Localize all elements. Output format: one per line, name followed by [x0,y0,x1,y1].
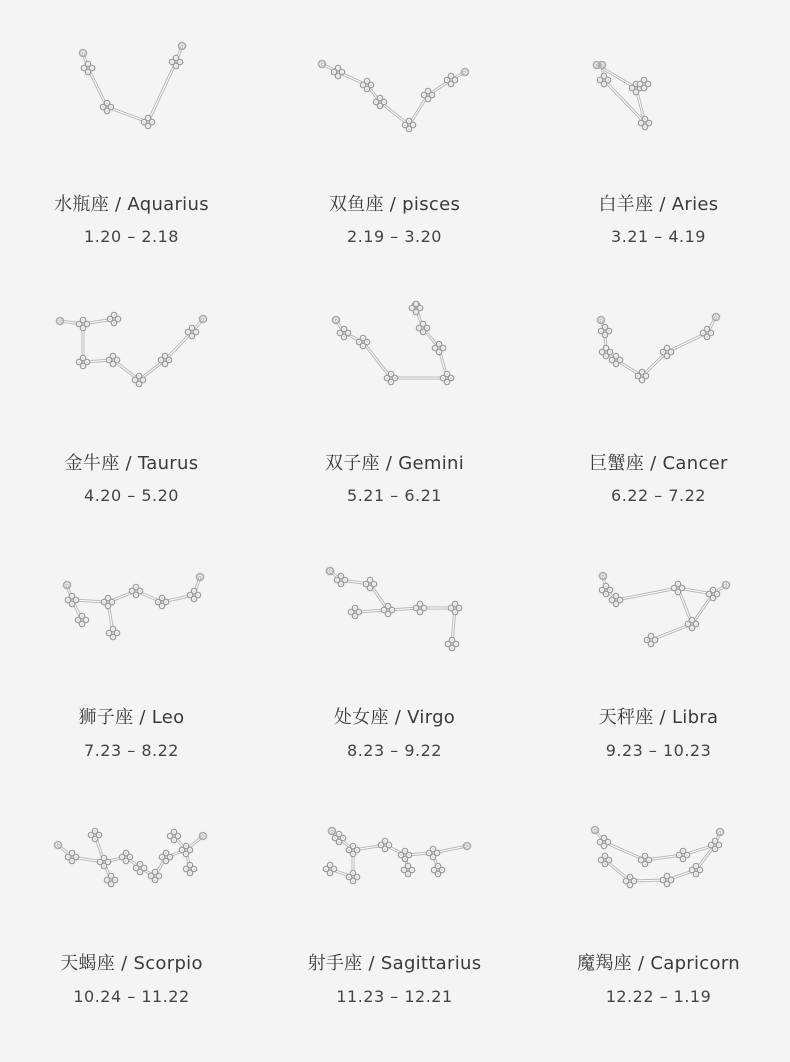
zodiac-dates: 12.22 – 1.19 [605,987,712,1006]
zodiac-name: 射手座 / Sagittarius [307,953,482,974]
constellation-necklace-image [263,760,526,940]
chain-segment [363,342,391,378]
zodiac-card [263,760,526,1020]
zodiac-dates: 10.24 – 11.22 [73,987,190,1006]
zodiac-dates: 9.23 – 10.23 [605,741,712,760]
constellation-necklace-image [527,760,790,940]
zodiac-dates: 7.23 – 8.22 [84,741,179,760]
zodiac-name: 狮子座 / Leo [78,707,185,728]
zodiac-dates: 11.23 – 12.21 [336,987,453,1006]
zodiac-card [527,513,790,773]
zodiac-card [263,259,526,519]
zodiac-name: 金牛座 / Taurus [64,453,199,474]
constellation-necklace-image [527,259,790,439]
zodiac-card [0,513,263,773]
zodiac-name: 天蝎座 / Scorpio [60,953,203,974]
zodiac-card [0,0,263,260]
zodiac-dates: 3.21 – 4.19 [611,227,706,246]
zodiac-card [527,259,790,519]
chain-segment [642,352,667,376]
constellation-necklace-image [0,259,263,439]
zodiac-name: 巨蟹座 / Cancer [589,453,728,474]
zodiac-dates: 4.20 – 5.20 [84,486,179,505]
zodiac-dates: 1.20 – 2.18 [84,227,179,246]
chain-segment [165,332,192,360]
constellation-necklace-image [527,513,790,693]
constellation-necklace-image [0,760,263,940]
zodiac-name: 双子座 / Gemini [324,453,465,474]
zodiac-name: 魔羯座 / Capricorn [577,953,740,974]
zodiac-card [263,513,526,773]
constellation-necklace-image [0,0,263,180]
chain-segment [667,333,707,352]
zodiac-name: 水瓶座 / Aquarius [54,194,209,215]
chain-segment [380,102,409,125]
zodiac-name: 天秤座 / Libra [598,707,719,728]
constellation-necklace-image [527,0,790,180]
zodiac-dates: 6.22 – 7.22 [611,486,706,505]
zodiac-card [0,760,263,1020]
chain-segment [88,68,107,107]
zodiac-card [527,760,790,1020]
constellation-necklace-image [263,259,526,439]
chain-segment [616,588,678,600]
zodiac-name: 双鱼座 / pisces [328,194,461,215]
zodiac-name: 白羊座 / Aries [598,194,719,215]
constellation-necklace-image [0,513,263,693]
chain-segment [148,62,176,122]
constellation-necklace-image [263,513,526,693]
zodiac-dates: 2.19 – 3.20 [347,227,442,246]
zodiac-card [263,0,526,260]
zodiac-card [0,259,263,519]
zodiac-dates: 5.21 – 6.21 [347,486,442,505]
constellation-necklace-image [263,0,526,180]
zodiac-name: 处女座 / Virgo [333,707,456,728]
zodiac-dates: 8.23 – 9.22 [347,741,442,760]
zodiac-card [527,0,790,260]
